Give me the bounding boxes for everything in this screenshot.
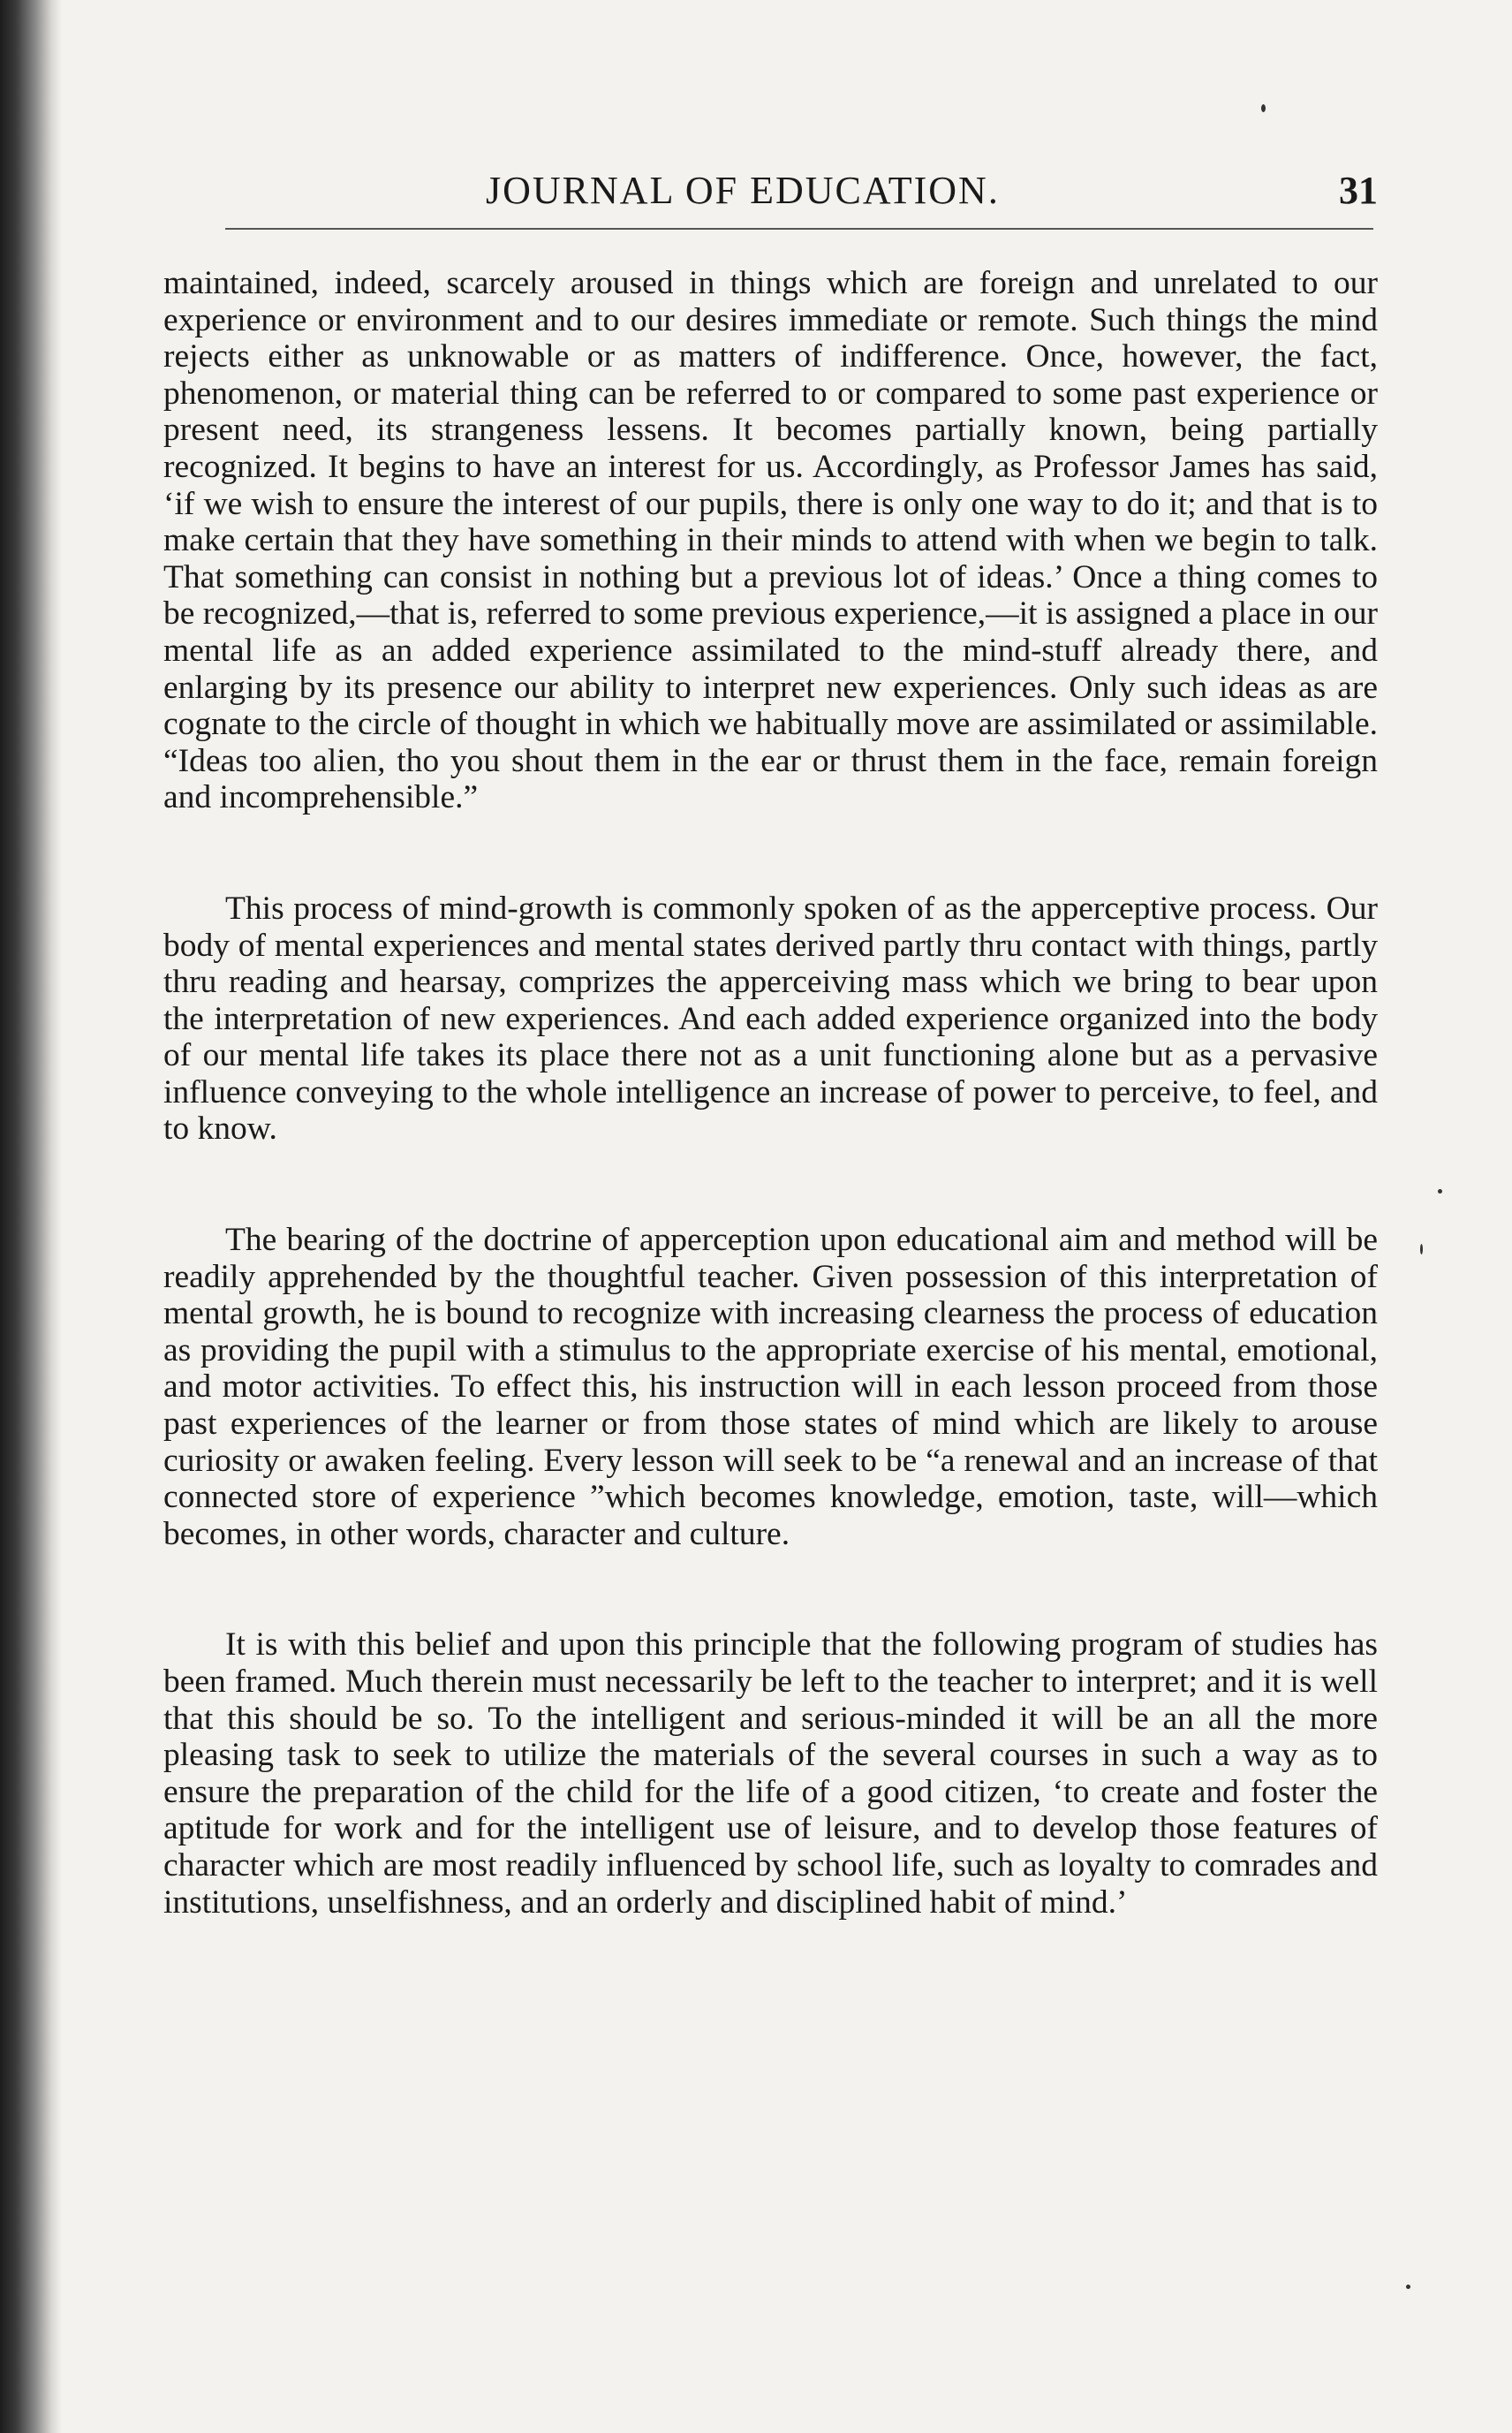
body-text bbox=[163, 265, 1378, 1921]
running-head: JOURNAL OF EDUCATION. bbox=[486, 169, 1000, 212]
page-header bbox=[185, 159, 1378, 221]
paragraph-4: It is with this belief and upon this principle that the following program of studies has been framed. Much therein must necessarily be left to the teacher to interpret; and it is well that this should be so. To the intelligent and serious-minded it will be an all the more pleasing task to seek to utilize the materials of the several courses in such a way as to ensure the preparation of the child for the life of a good citizen, ‘to create and foster the aptitude for work and for the intelligent use of leisure, and to develop those features of character which are most readily influenced by school life, such as loyalty to comrades and institutions, unselfishness, and an orderly and disciplined habit of mind.’ bbox=[163, 1626, 1378, 1921]
paragraph-1: maintained, indeed, scarcely aroused in things which are foreign and unrelated to our experience or environment and to our desires immediate or remote. Such things the mind rejects either as unknowable or as matters of indifference. Once, however, the fact, phenomenon, or material thing can be referred to or compared to some past experience or present need, its strangeness lessens. It becomes partially known, being partially recognized. It begins to have an interest for us. Accordingly, as Professor James has said, ‘if we wish to ensure the interest of our pupils, there is only one way to do it; and that is to make certain that they have something in their minds to attend with when we begin to talk. That something can consist in nothing but a previous lot of ideas.’ Once a thing comes to be recognized,—that is, referred to some previous experience,—it is assigned a place in our mental life as an added experience assimilated to the mind-stuff already there, and enlarging by its presence our ability to interpret new experiences. Only such ideas as are cognate to the circle of thought in which we habitually move are assimilated or assimilable. “Ideas too alien, tho you shout them in the ear or thrust them in the face, remain foreign and incomprehensible.” bbox=[163, 265, 1378, 816]
scan-speck bbox=[1438, 1189, 1442, 1194]
header-rule bbox=[225, 228, 1373, 230]
scan-speck bbox=[1261, 104, 1266, 112]
scan-speck bbox=[1420, 1244, 1423, 1254]
page-binding-edge bbox=[0, 0, 62, 2433]
page-number: 31 bbox=[1339, 169, 1378, 212]
paragraph-3: The bearing of the doctrine of apperception upon educational aim and method will be readily apprehended by the thoughtful teacher. Given possession of this interpretation of mental growth, he is bound to recognize with increasing clearness the process of education as providing the pupil with a stimulus to the appropriate exercise of his mental, emotional, and motor activities. To effect this, his instruction will in each lesson proceed from those past experiences of the learner or from those states of mind which are likely to arouse curiosity or awaken feeling. Every lesson will seek to be “a renewal and an increase of that connected store of experience ”which becomes knowledge, emotion, taste, will—which becomes, in other words, character and culture. bbox=[163, 1222, 1378, 1552]
paragraph-2: This process of mind-growth is commonly spoken of as the apperceptive process. Our body of mental experiences and mental states derived partly thru contact with things, partly thru reading and hearsay, comprizes the apperceiving mass which we bring to bear upon the interpretation of new experiences. And each added experience organized into the body of our mental life takes its place there not as a unit functioning alone but as a pervasive influence conveying to the whole intelligence an increase of power to perceive, to feel, and to know. bbox=[163, 890, 1378, 1148]
scan-speck bbox=[1406, 2285, 1410, 2289]
